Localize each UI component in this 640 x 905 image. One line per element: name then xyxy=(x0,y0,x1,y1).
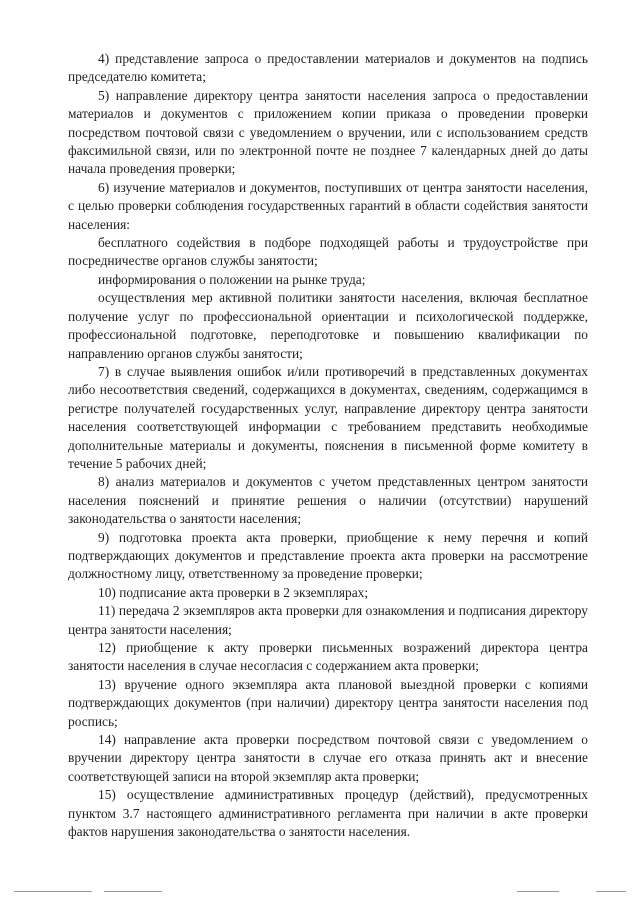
paragraph-item-11: 11) передача 2 экземпляров акта проверки для ознакомления и подписания директору центра занятости населения; xyxy=(68,603,588,637)
paragraph-subitem-labor-market-info: информирования о положении на рынке труда; xyxy=(98,271,366,287)
paragraph-item-10: 10) подписание акта проверки в 2 экземплярах; xyxy=(98,584,369,600)
paragraph-item-9: 9) подготовка проекта акта проверки, приобщение к нему перечня и копий подтверждающих документов и представление проекта акта проверки на рассмотрение должностному лицу, ответственному за проведение проверки; xyxy=(68,529,588,582)
footer-rule-right xyxy=(517,891,559,892)
paragraph-item-15: 15) осуществление административных процедур (действий), предусмотренных пунктом 3.7 настоящего административного регламента при наличии в акте проверки фактов нарушения законодательства о занятости населения. xyxy=(68,787,588,840)
paragraph-subitem-free-assistance: бесплатного содействия в подборе подходящей работы и трудоустройстве при посредничестве органов службы занятости; xyxy=(68,235,588,269)
document-body xyxy=(68,50,588,841)
paragraph-item-13: 13) вручение одного экземпляра акта плановой выездной проверки с копиями подтверждающих документов (при наличии) директору центра занятости населения под роспись; xyxy=(68,676,588,729)
paragraph-subitem-active-policy: осуществления мер активной политики занятости населения, включая бесплатное получение услуг по профессиональной ориентации и психологической поддержке, профессиональной подготовке, переподготовке и повышению квалификации по направлению органов службы занятости; xyxy=(68,290,588,361)
paragraph-item-14: 14) направление акта проверки посредством почтовой связи с уведомлением о вручении директору центра занятости в случае его отказа принять акт и внесение соответствующей записи на второй экземпляр акта проверки; xyxy=(68,732,588,784)
footer-rule-center-left xyxy=(104,891,162,892)
paragraph-item-8: 8) анализ материалов и документов с учетом представленных центром занятости населения пояснений и принятие решения о наличии (отсутствии) нарушений законодательства о занятости населения; xyxy=(68,474,588,527)
footer-rule-far-right xyxy=(596,891,626,892)
paragraph-item-6: 6) изучение материалов и документов, поступивших от центра занятости населения, с целью проверки соблюдения государственных гарантий в области содействия занятости населения: xyxy=(68,179,588,232)
paragraph-item-12: 12) приобщение к акту проверки письменных возражений директора центра занятости населения в случае несогласия с содержанием акта проверки; xyxy=(68,640,588,674)
paragraph-item-5: 5) направление директору центра занятости населения запроса о предоставлении материалов и документов с приложением копии приказа о проведении проверки посредством почтовой связи с уведомлением о вручении, или с использованием средств факсимильной связи, или по электронной почте не позднее 7 календарных дней до даты начала проведения проверки; xyxy=(68,87,588,177)
footer-rule-left xyxy=(14,891,92,892)
paragraph-item-7: 7) в случае выявления ошибок и/или противоречий в представленных документах либо несоответствия сведений, содержащихся в документах, сведениям, содержащимся в регистре получателей государственных услуг, направление директору центра занятости населения соответствующей информации с требованием представить необходимые дополнительные материалы и документы, пояснения в письменной форме комитету в течение 5 рабочих дней; xyxy=(68,363,588,471)
paragraph-item-4: 4) представление запроса о предоставлении материалов и документов на подпись председателю комитета; xyxy=(68,51,588,85)
